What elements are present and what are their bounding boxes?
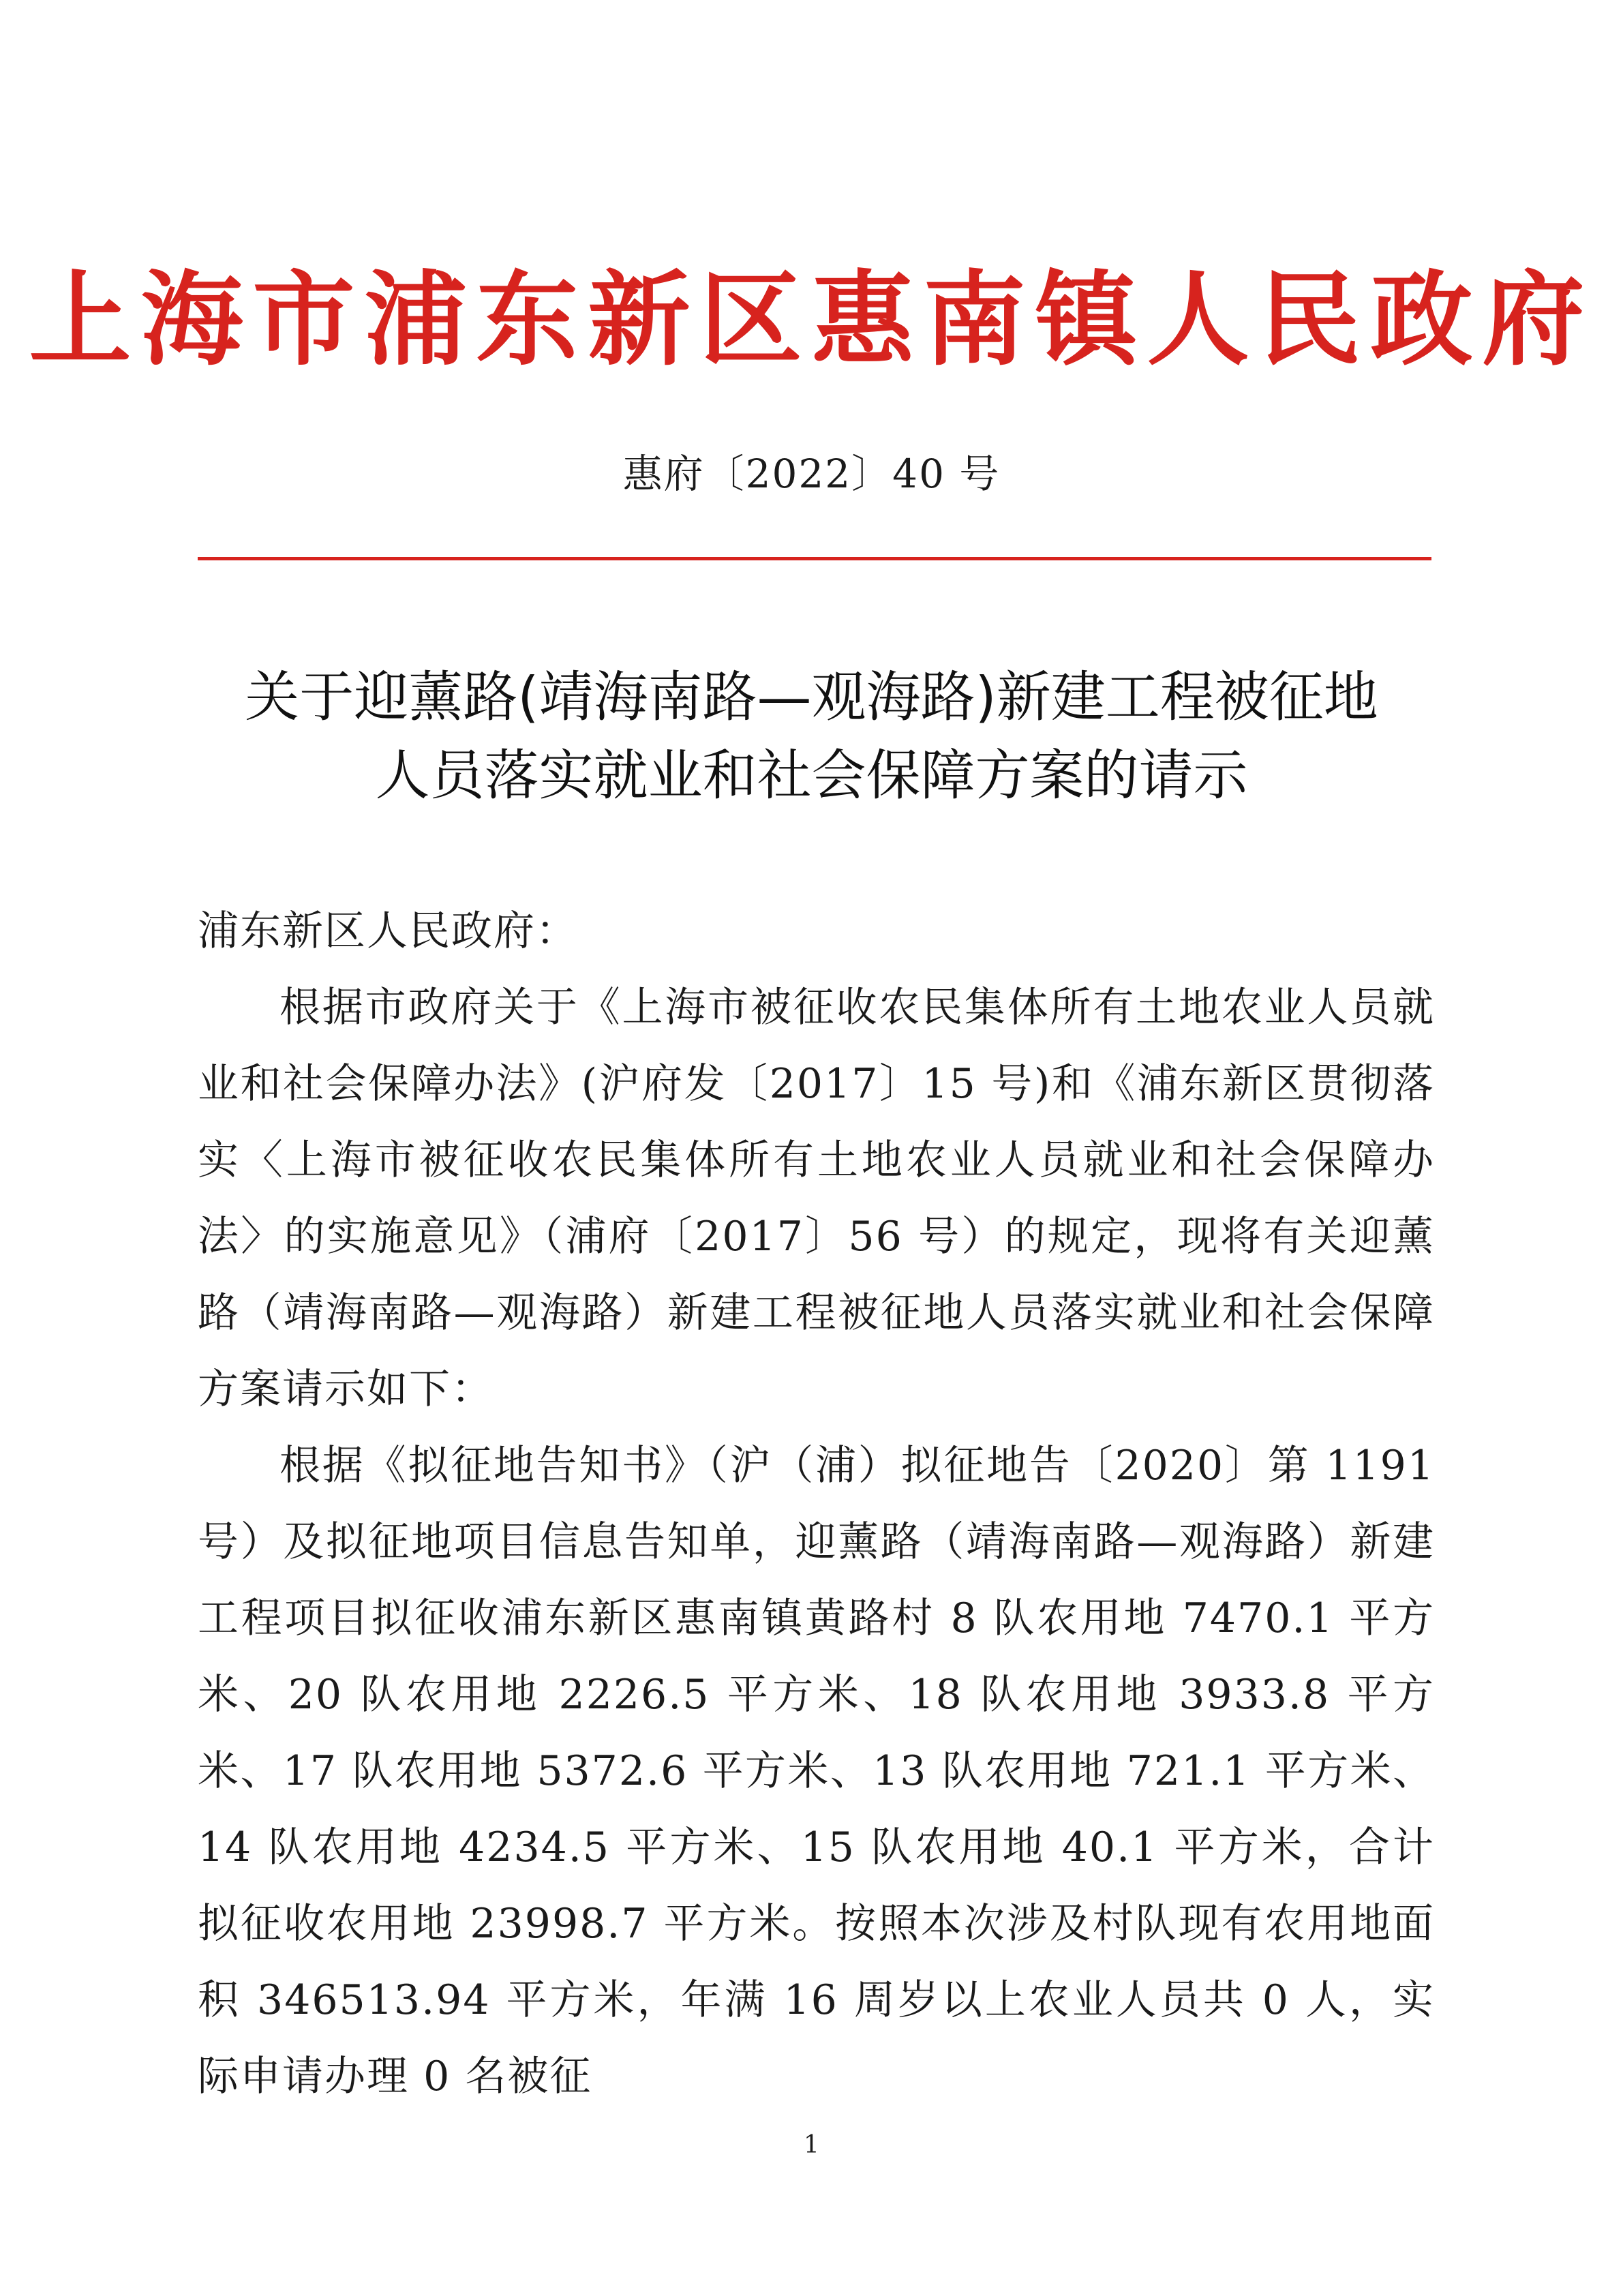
subject-line-2: 人员落实就业和社会保障方案的请示 — [375, 744, 1248, 807]
page-number: 1 — [804, 2131, 819, 2159]
issuer-header: 上海市浦东新区惠南镇人民政府 — [29, 261, 1594, 380]
document-body — [198, 893, 1435, 2115]
salutation: 浦东新区人民政府： — [198, 907, 578, 955]
red-divider — [198, 557, 1431, 560]
body-paragraph-2: 根据《拟征地告知书》（沪（浦）拟征地告〔2020〕第 1191 号）及拟征地项目信息告知单，迎薰路（靖海南路—观海路）新建工程项目拟征收浦东新区惠南镇黄路村 8 队农用地 7470.1 平方米、20 队农用地 2226.5 平方米、18 队农用地 3933.8 平方米、17 队农用地 5372.6 平方米、13 队农用地 721.1 平方米、14 队农用地 4234.5 平方米、15 队农用地 40.1 平方米，合计拟征收农用地 23998.7 平方米。按照本次涉及村队现有农用地面积 346513.94 平方米，年满 16 周岁以上农业人员共 0 人，实际申请办理 0 名被征 — [198, 1442, 1435, 2100]
body-paragraph-1: 根据市政府关于《上海市被征收农民集体所有土地农业人员就业和社会保障办法》(沪府发〔2017〕15 号)和《浦东新区贯彻落实〈上海市被征收农民集体所有土地农业人员就业和社会保障办法〉的实施意见》（浦府〔2017〕56 号）的规定，现将有关迎薰路（靖海南路—观海路）新建工程被征地人员落实就业和社会保障方案请示如下： — [198, 984, 1435, 1413]
subject-line-1: 关于迎薰路(靖海南路—观海路)新建工程被征地 — [245, 665, 1378, 729]
document-number: 惠府〔2022〕40 号 — [622, 451, 1001, 497]
document-subject — [184, 658, 1439, 815]
